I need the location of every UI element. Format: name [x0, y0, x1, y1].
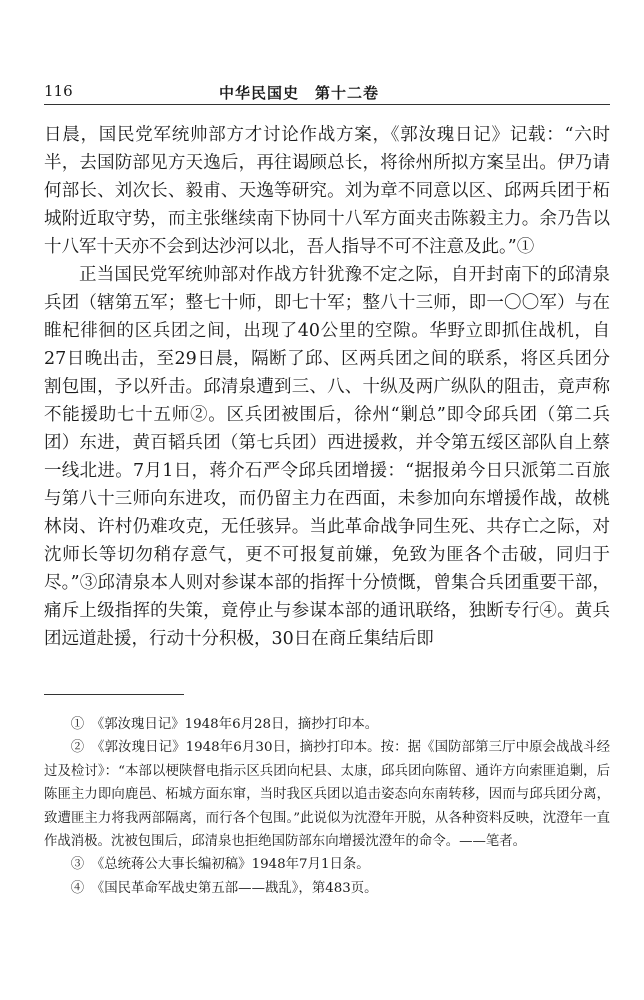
- running-title: 中华民国史 第十二卷: [219, 84, 380, 102]
- footnote-divider: [44, 694, 184, 695]
- paragraph-continued: 日晨，国民党军统帅部方才讨论作战方案，《郭汝瑰日记》记载：“六时半，去国防部见方天逸后，再往谒顾总长，将徐州所拟方案呈出。伊乃请何部长、刘次长、毅甫、天逸等研究。刘为章不同意以区、邱两兵团于柘城附近取守势，而主张继续南下协同十八军方面夹击陈毅主力。余乃告以十八军十天亦不会到达沙河以北，吾人指导不可不注意及此。”①: [44, 125, 610, 257]
- page-number: 116: [44, 82, 73, 100]
- footnote-4: ④ 《国民革命军战史第五部——戡乱》，第483页。: [70, 880, 378, 896]
- body-text: [44, 121, 610, 653]
- footnote-2: ② 《郭汝瑰日记》1948年6月30日，摘抄打印本。按：据《国防部第三厅中原会战战斗经过及检讨》：“本部以梗陕督电指示区兵团向杞县、太康，邱兵团向陈留、通许方向索匪追剿，后陈匪主力即向鹿邑、柘城方面东窜，当时我区兵团以追击姿态向东南转移，因而与邱兵团分离，致遭匪主力将我两部隔离，而行各个包围。”此说似为沈澄年开脱，从各种资料反映，沈澄年一直作战消极。沈被包围后，邱清泉也拒绝国防部东向增援沈澄年的命令。——笔者。: [44, 740, 610, 850]
- paragraph: 正当国民党军统帅部对作战方针犹豫不定之际，自开封南下的邱清泉兵团（辖第五军；整七十师，即七十军；整八十三师，即一〇〇军）与在睢杞徘徊的区兵团之间，出现了40公里的空隙。华野立即抓住战机，自27日晚出击，至29日晨，隔断了邱、区两兵团之间的联系，将区兵团分割包围，予以歼击。邱清泉遭到三、八、十纵及两广纵队的阻击，竟声称不能援助七十五师②。区兵团被围后，徐州“剿总”即令邱兵团（第二兵团）东进，黄百韬兵团（第七兵团）西进援救，并令第五绥区部队自上蔡一线北进。7月1日，蒋介石严令邱兵团增援：“据报弟今日只派第二百旅与第八十三师向东进攻，而仍留主力在西面，未参加向东增援作战，故桃林岗、许村仍难攻克，无任骇异。当此革命战争同生死、共存亡之际，对沈师长等切勿稍存意气，更不可报复前嫌，免致为匪各个击破，同归于尽。”③邱清泉本人则对参谋本部的指挥十分愤慨，曾集合兵团重要干部，痛斥上级指挥的失策，竟停止与参谋本部的通讯联络，独断专行④。黄兵团远道赴援，行动十分积极，30日在商丘集结后即: [44, 265, 610, 649]
- footnote-3: ③ 《总统蒋公大事长编初稿》1948年7月1日条。: [70, 857, 370, 873]
- footnotes: [44, 713, 610, 900]
- footnote-1: ① 《郭汝瑰日记》1948年6月28日，摘抄打印本。: [70, 717, 379, 732]
- page-header: [44, 80, 610, 105]
